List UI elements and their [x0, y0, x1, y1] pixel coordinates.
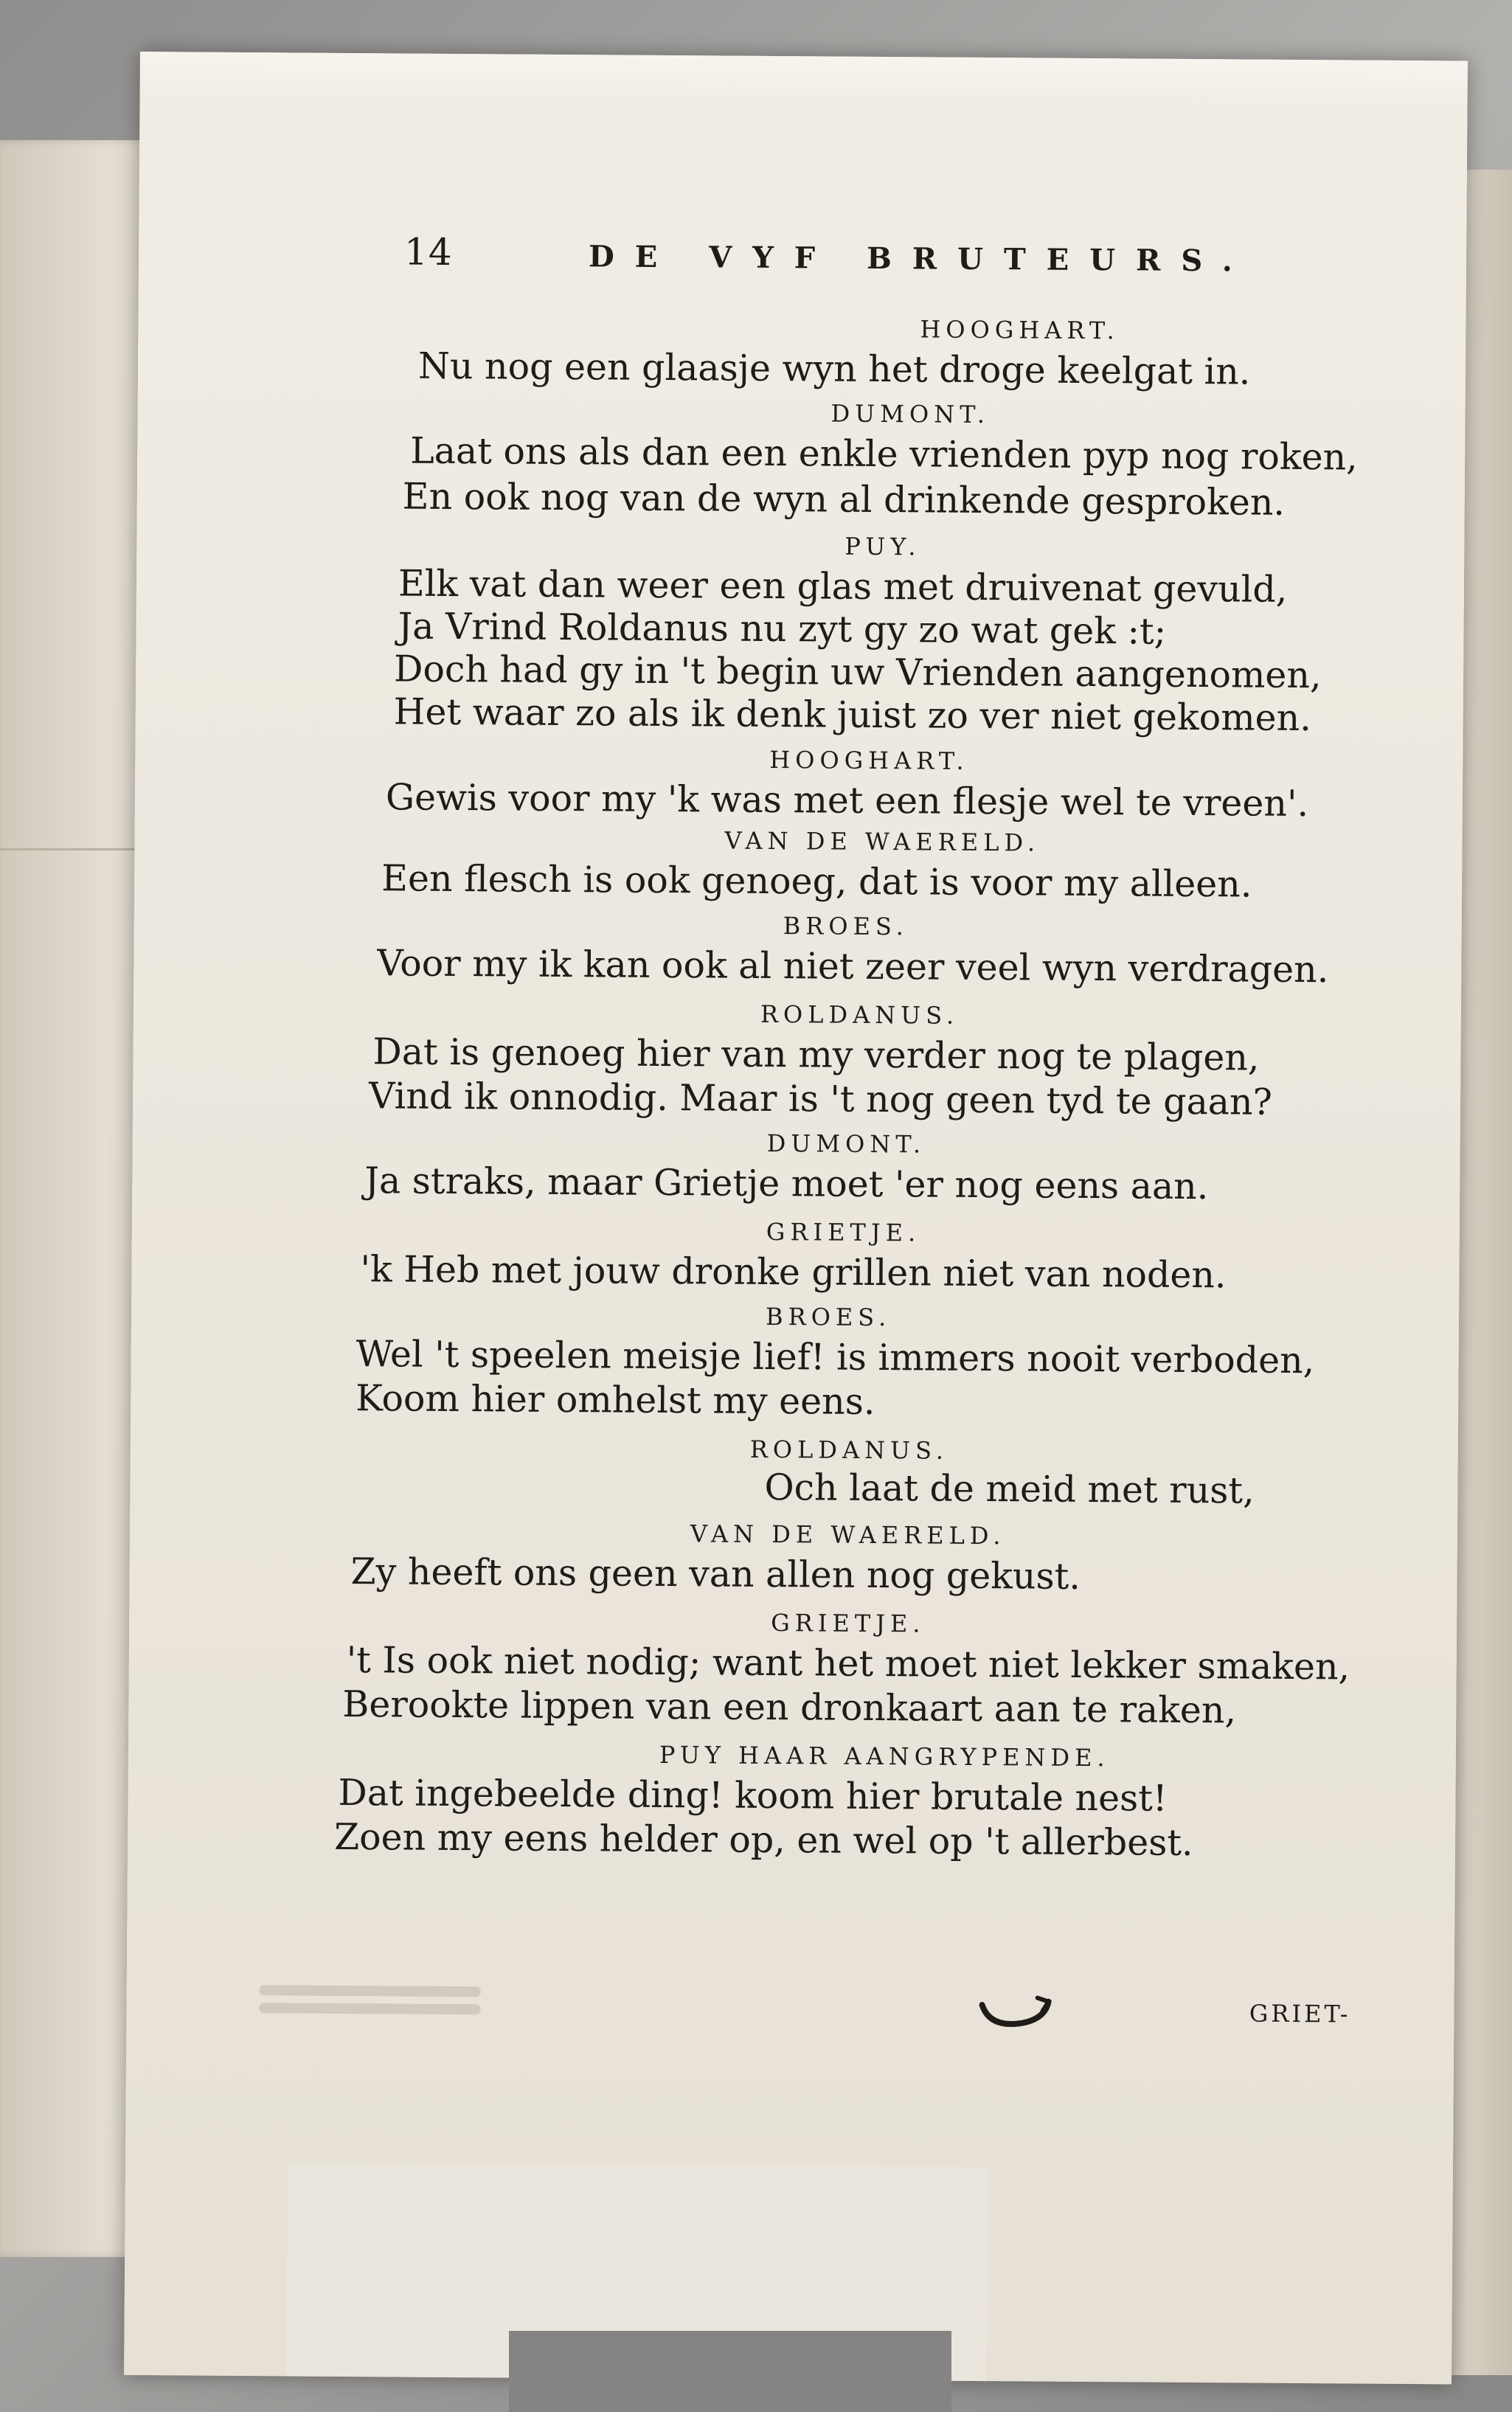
speaker-label: VAN DE WAERELD.	[724, 826, 1041, 857]
speaker-label: GRIETJE.	[771, 1609, 926, 1638]
verse-line: Berookte lippen van een dronkaart aan te raken,	[342, 1682, 1237, 1732]
bottom-tab	[509, 2331, 951, 2412]
speaker-label: HOOGHART.	[920, 315, 1120, 345]
verse-line: Het waar zo als ik denk juist zo ver niet gekomen.	[393, 690, 1311, 740]
page-number: 14	[403, 230, 453, 274]
verse-line-text: Ja Vrind Roldanus nu zyt gy zo wat gek :t;	[398, 605, 1167, 653]
speaker-label: PUY.	[845, 532, 921, 561]
verse-line: Zoen my eens helder op, en wel op 't allerbest.	[333, 1815, 1193, 1865]
verse-line: En ook nog van de wyn al drinkende gesproken.	[402, 475, 1286, 524]
book-page	[124, 52, 1468, 2384]
verse-line: Wel 't speelen meisje lief! is immers nooit verboden,	[356, 1333, 1315, 1382]
verse-line: Och laat de meid met rust,	[764, 1466, 1255, 1512]
speaker-label: HOOGHART.	[769, 745, 969, 775]
speaker-label: BROES.	[765, 1302, 892, 1332]
verse-line: Laat ons als dan een enkle vrienden pyp nog roken,	[410, 429, 1358, 479]
speaker-label: ROLDANUS.	[760, 999, 960, 1030]
speaker-label: PUY HAAR AANGRYPENDE.	[659, 1740, 1110, 1772]
verse-line: Ja straks, maar Grietje moet 'er nog eens aan.	[364, 1160, 1209, 1208]
speaker-label: GRIETJE.	[766, 1217, 921, 1247]
verse-line: Doch had gy in 't begin uw Vrienden aangenomen,	[393, 648, 1322, 697]
speaker-label: ROLDANUS.	[749, 1435, 949, 1465]
speaker-label: BROES.	[783, 912, 909, 941]
verse-line: Gewis voor my 'k was met een flesje wel te vreen'.	[385, 776, 1309, 825]
verse-line: Zy heeft ons geen van allen nog gekust.	[350, 1550, 1081, 1598]
speaker-label: DUMONT.	[830, 399, 991, 429]
page-text-block	[124, 52, 1468, 2384]
catchword: GRIET-	[1249, 1999, 1351, 2028]
speaker-label: DUMONT.	[766, 1129, 926, 1159]
verse-line: Voor my ik kan ook al niet zeer veel wyn verdragen.	[377, 942, 1329, 991]
verse-line: Dat is genoeg hier van my verder nog te plagen,	[372, 1030, 1260, 1079]
verse-line: Elk vat dan weer een glas met druivenat gevuld,	[398, 562, 1288, 611]
verse-line: 'k Heb met jouw dronke grillen niet van noden.	[360, 1248, 1227, 1297]
show-through-text	[259, 1985, 480, 2031]
verse-line: Koom hier omhelst my eens.	[356, 1377, 875, 1424]
verse-line: Vind ik onnodig. Maar is 't nog geen tyd te gaan?	[368, 1075, 1273, 1123]
running-title: DE VYF BRUTEURS.	[588, 239, 1253, 279]
verse-line: 't Is ook niet nodig; want het moet niet lekker smaken,	[346, 1639, 1350, 1688]
verse-line: Nu nog een glaasje wyn het droge keelgat in.	[417, 344, 1251, 393]
verse-line: Dat ingebeelde ding! koom hier brutale nest!	[338, 1771, 1168, 1820]
verse-line: Een flesch is ook genoeg, dat is voor my alleen.	[381, 857, 1252, 906]
speaker-label: VAN DE WAERELD.	[690, 1519, 1006, 1550]
verse-line	[398, 605, 1166, 652]
ink-stamp-icon	[974, 1990, 1063, 2035]
